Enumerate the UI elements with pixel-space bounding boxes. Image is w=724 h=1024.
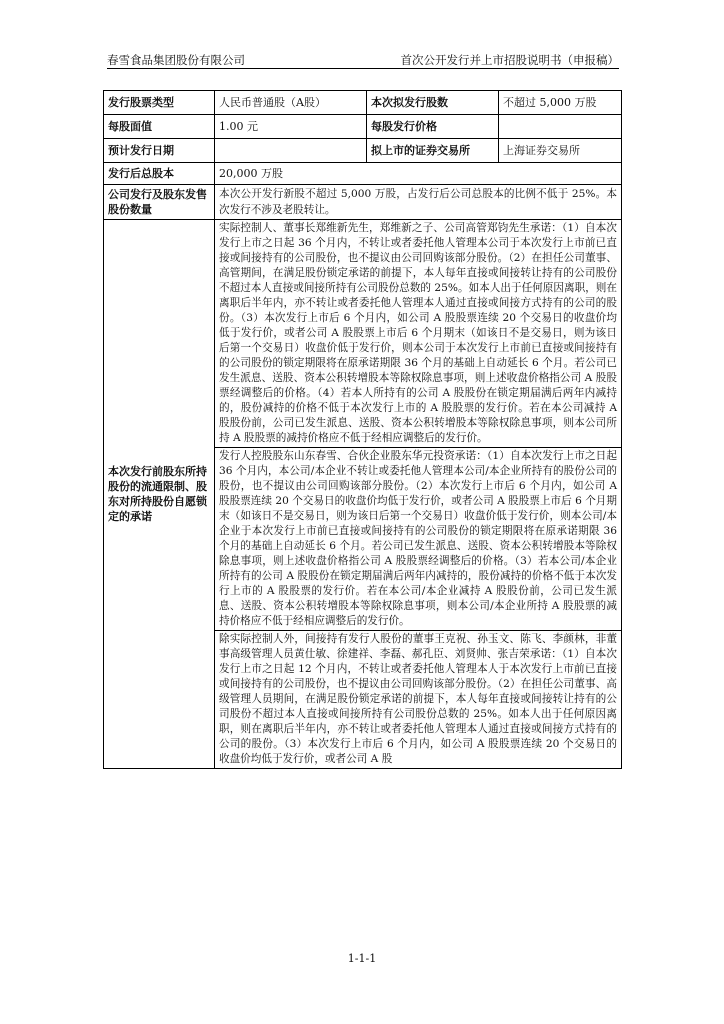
row-value [215,139,367,163]
lockup-paragraph: 实际控制人、董事长郑维新先生，郑维新之子、公司高管郑钧先生承诺：（1）自本次发行上市之日起 36 个月内，不转让或者委托他人管理本公司于本次发行上市前已直接或间接持有的公司股份，也不提议由公司回购该部分股份。（2）在担任公司董事、高管期间，在满足股份锁定承诺的前提下，本人每年直接或间接转让持有的公司股份不超过本人直接或间接所持有公司股份总数的 25%。如本人出于任何原因离职，则在离职后半年内，亦不转让或者委托他人管理本人通过直接或间接方式持有的公司的股份。（3）本次发行上市后 6 个月内，如公司 A 股股票连续 20 个交易日的收盘价均低于发行价，或者公司 A 股股票上市后 6 个月期末（如该日不是交易日，则为该日后第一个交易日）收盘价低于发行价，则本公司于本次发行上市前已直接或间接持有的公司股份的锁定期限将在原承诺期限 36 个月的基础上自动延长 6 个月。若公司已发生派息、送股、资本公积转增股本等除权除息事项，则上述收盘价格指公司 A 股股票经调整后的价格。（4）若本人所持有的公司 A 股股份在锁定期届满后两年内减持的，股份减持的价格不低于本次发行上市的 A 股股票的发行价。若在本公司减持 A 股股份前，公司已发生派息、送股、资本公积转增股本等除权除息事项，则本公司所持 A 股股票的减持价格应不低于经相应调整后的发行价。 [215,220,622,448]
page-number: 1-1-1 [347,952,377,965]
row-label: 每股面值 [104,115,215,139]
company-name: 春雪食品集团股份有限公司 [107,53,245,67]
row-label: 预计发行日期 [104,139,215,163]
row-value: 本次公开发行新股不超过 5,000 万股，占发行后公司总股本的比例不低于 25%。本次发行不涉及老股转让。 [215,185,622,220]
table-row [104,91,622,115]
row-label: 公司发行及股东发售股份数量 [104,185,215,220]
offering-summary-table [103,90,622,769]
row-label: 本次拟发行股数 [367,91,499,115]
row-value: 20,000 万股 [215,163,622,185]
row-label: 拟上市的证券交易所 [367,139,499,163]
row-label: 发行股票类型 [104,91,215,115]
row-value: 1.00 元 [215,115,367,139]
document-title: 首次公开发行并上市招股说明书（申报稿） [400,53,619,67]
row-value: 上海证券交易所 [499,139,622,163]
table-row [104,115,622,139]
row-value: 不超过 5,000 万股 [499,91,622,115]
row-value: 人民币普通股（A股） [215,91,367,115]
header-rule [107,68,619,69]
row-value [499,115,622,139]
page-header [107,50,619,70]
lockup-paragraph: 除实际控制人外，间接持有发行人股份的董事王克祝、孙玉文、陈飞、李颜林，非董事高级管理人员黄仕敏、徐建祥、李磊、郝孔臣、刘贤帅、张吉荣承诺：（1）自本次发行上市之日起 12 个月内，不转让或者委托他人管理本人于本次发行上市前已直接或间接持有的公司股份，也不提议由公司回购该部分股份。（2）在担任公司董事、高级管理人员期间，在满足股份锁定承诺的前提下，本人每年直接或间接转让持有的公司股份不超过本人直接或间接所持有公司股份总数的 25%。如本人出于任何原因离职，则在离职后半年内，亦不转让或者委托他人管理本人通过直接或间接方式持有的公司的股份。（3）本次发行上市后 6 个月内，如公司 A 股股票连续 20 个交易日的收盘价均低于发行价，或者公司 A 股 [215,631,622,769]
table-row [104,163,622,185]
table-row [104,220,622,448]
row-label: 本次发行前股东所持股份的流通限制、股东对所持股份自愿锁定的承诺 [104,220,215,769]
table-row [104,139,622,163]
table-row [104,185,622,220]
lockup-paragraph: 发行人控股股东山东春雪、合伙企业股东华元投资承诺：（1）自本次发行上市之日起 36 个月内，本公司/本企业不转让或委托他人管理本公司/本企业所持有的股份公司的股份，也不提议由公司回购该部分股份。（2）本次发行上市后 6 个月内，如公司 A 股股票连续 20 个交易日的收盘价均低于发行价，或者公司 A 股股票上市后 6 个月期末（如该日不是交易日，则为该日后第一个交易日）收盘价低于发行价，则本公司/本企业于本次发行上市前已直接或间接持有的公司股份的锁定期限将在原承诺期限 36 个月的基础上自动延长 6 个月。若公司已发生派息、送股、资本公积转增股本等除权除息事项，则上述收盘价格指公司 A 股股票经调整后的价格。（3）若本公司/本企业所持有的公司 A 股股份在锁定期届满后两年内减持的，股份减持的价格不低于本次发行上市的 A 股股票的发行价。若在本公司/本企业减持 A 股股份前，公司已发生派息、送股、资本公积转增股本等除权除息事项，则本公司/本企业所持 A 股股票的减持价格应不低于经相应调整后的发行价。 [215,448,622,631]
row-label: 发行后总股本 [104,163,215,185]
row-label: 每股发行价格 [367,115,499,139]
